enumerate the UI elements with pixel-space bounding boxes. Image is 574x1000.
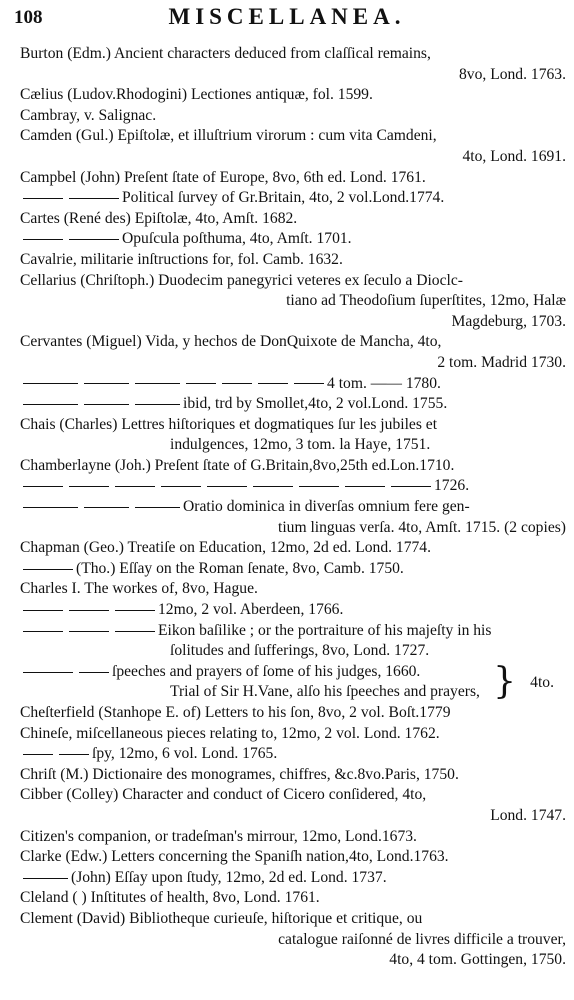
entry-text: Cleland ( ) Inſtitutes of health, 8vo, Lond. 1761.: [20, 889, 320, 907]
entry-text: tium linguas verſa. 4to, Amſt. 1715. (2 copies): [277, 518, 566, 536]
entry-text: Lond. 1747.: [490, 806, 566, 824]
entry-text: catalogue raiſonné de livres difficile a trouver,: [278, 930, 566, 948]
ditto-dash: [258, 383, 288, 384]
entry-text: ibid, trd by Smollet,4to, 2 vol.Lond. 1755.: [183, 395, 448, 413]
ditto-dash: [345, 486, 385, 487]
entry-text: Trial of Sir H.Vane, alſo his ſpeeches and prayers,: [170, 683, 480, 701]
catalogue-line: [20, 909, 568, 930]
catalogue-line: [20, 456, 568, 477]
ditto-dash: [135, 404, 180, 405]
entry-text: Chamberlayne (Joh.) Preſent ſtate of G.Britain,8vo,25th ed.Lon.1710.: [20, 456, 455, 474]
entry-text: 2 tom. Madrid 1730.: [437, 353, 566, 371]
catalogue-line: [20, 600, 568, 621]
catalogue-line: [20, 126, 568, 147]
catalogue-line: [20, 868, 568, 889]
ditto-dash: [69, 198, 119, 199]
ditto-dash: [84, 507, 129, 508]
ditto-dash: [115, 610, 155, 611]
entry-text: ſpy, 12mo, 6 vol. Lond. 1765.: [92, 745, 278, 763]
catalogue-line: [20, 724, 568, 745]
entry-text: Chineſe, miſcellaneous pieces relating to, 12mo, 2 vol. Lond. 1762.: [20, 724, 440, 742]
catalogue-entries: [20, 44, 568, 971]
entry-text: Political ſurvey of Gr.Britain, 4to, 2 vol.Lond.1774.: [122, 189, 445, 207]
ditto-dash: [207, 486, 247, 487]
catalogue-line: [20, 291, 568, 312]
ditto-dash: [23, 631, 63, 632]
ditto-dash: [23, 878, 68, 879]
catalogue-line: [20, 703, 568, 724]
ditto-dash: [222, 383, 252, 384]
catalogue-line: [20, 559, 568, 580]
entry-text: Cibber (Colley) Character and conduct of Cicero conſidered, 4to,: [20, 786, 427, 804]
entry-text: Magdeburg, 1703.: [451, 312, 566, 330]
entry-text: Eikon baſilike ; or the portraiture of his majeſty in his: [158, 621, 492, 639]
ditto-dash: [115, 486, 155, 487]
entry-text: 4to, Lond. 1691.: [462, 147, 566, 165]
page-header: [0, 0, 574, 40]
entry-text: ſpeeches and prayers of ſome of his judges, 1660.: [112, 662, 421, 680]
ditto-dash: [23, 754, 53, 755]
catalogue-line: [20, 188, 568, 209]
catalogue-line: [20, 271, 568, 292]
entry-text: Clement (David) Bibliotheque curieuſe, hiſtorique et critique, ou: [20, 909, 423, 927]
ditto-dash: [59, 754, 89, 755]
catalogue-line: [20, 765, 568, 786]
ditto-dash: [135, 507, 180, 508]
catalogue-line: [20, 682, 568, 703]
entry-text: Opuſcula poſthuma, 4to, Amſt. 1701.: [122, 230, 352, 248]
ditto-dash: [69, 239, 119, 240]
catalogue-line: [20, 147, 568, 168]
catalogue-line: [20, 518, 568, 539]
catalogue-line: [20, 106, 568, 127]
entry-text: Cellarius (Chriſtoph.) Duodecim panegyrici veteres ex ſeculo a Dioclc-: [20, 271, 463, 289]
catalogue-line: [20, 538, 568, 559]
entry-text: Cambray, v. Salignac.: [20, 106, 157, 124]
catalogue-line: [20, 476, 568, 497]
entry-text: (John) Eſſay upon ſtudy, 12mo, 2d ed. Lond. 1737.: [71, 868, 387, 886]
entry-text: Cartes (René des) Epiſtolæ, 4to, Amſt. 1682.: [20, 209, 298, 227]
catalogue-line: [20, 641, 568, 662]
catalogue-line: [20, 44, 568, 65]
ditto-dash: [23, 507, 78, 508]
entry-text: tiano ad Theodoſium ſuperſtites, 12mo, Halæ: [286, 292, 566, 310]
entry-text: Cavalrie, militarie inſtructions for, fol. Camb. 1632.: [20, 250, 343, 268]
ditto-dash: [294, 383, 324, 384]
entry-text: Chais (Charles) Lettres hiſtoriques et dogmatiques ſur les jubiles et: [20, 415, 438, 433]
ditto-dash: [23, 198, 63, 199]
catalogue-line: [20, 65, 568, 86]
entry-text: 4to, 4 tom. Gottingen, 1750.: [389, 951, 566, 969]
entry-text: Cheſterfield (Stanhope E. of) Letters to his ſon, 8vo, 2 vol. Boſt.1779: [20, 704, 451, 721]
entry-text: Charles I. The workes of, 8vo, Hague.: [20, 580, 258, 598]
ditto-dash: [23, 486, 63, 487]
catalogue-line: [20, 497, 568, 518]
entry-text: Clarke (Edw.) Letters concerning the Spaniſh nation,4to, Lond.1763.: [20, 848, 449, 866]
catalogue-line: [20, 579, 568, 600]
catalogue-line: [20, 250, 568, 271]
entry-text: Oratio dominica in diverſas omnium fere gen-: [183, 498, 470, 516]
catalogue-line: [20, 744, 568, 765]
catalogue-line: [20, 785, 568, 806]
running-title: MISCELLANEA.: [168, 4, 406, 29]
ditto-dash: [84, 383, 129, 384]
entry-text: indulgences, 12mo, 3 tom. la Haye, 1751.: [170, 436, 431, 454]
entry-text: 8vo, Lond. 1763.: [459, 65, 566, 83]
catalogue-line: [20, 209, 568, 230]
ditto-dash: [23, 404, 78, 405]
ditto-dash: [23, 239, 63, 240]
ditto-dash: [69, 631, 109, 632]
ditto-dash: [391, 486, 431, 487]
catalogue-line: [20, 374, 568, 395]
curly-brace: }: [493, 660, 516, 702]
catalogue-line: [20, 415, 568, 436]
brace-format-label: 4to.: [530, 673, 554, 691]
entry-text: Cælius (Ludov.Rhodogini) Lectiones antiquæ, fol. 1599.: [20, 86, 373, 104]
catalogue-line: [20, 888, 568, 909]
entry-text: Cervantes (Miguel) Vida, y hechos de DonQuixote de Mancha, 4to,: [20, 333, 442, 351]
catalogue-line: [20, 847, 568, 868]
catalogue-line: [20, 827, 568, 848]
catalogue-line: [20, 394, 568, 415]
ditto-dash: [69, 610, 109, 611]
catalogue-line: [20, 950, 568, 971]
ditto-dash: [23, 610, 63, 611]
ditto-dash: [79, 672, 109, 673]
ditto-dash: [69, 486, 109, 487]
ditto-dash: [23, 383, 78, 384]
entry-text: Burton (Edm.) Ancient characters deduced from claſſical remains,: [20, 45, 431, 62]
entry-text: (Tho.) Eſſay on the Roman ſenate, 8vo, Camb. 1750.: [76, 559, 404, 577]
entry-text: Chriſt (M.) Dictionaire des monogrames, chiffres, &c.8vo.Paris, 1750.: [20, 765, 459, 783]
catalogue-line: [20, 85, 568, 106]
catalogue-line: [20, 229, 568, 250]
braced-entry-group: [20, 662, 568, 703]
ditto-dash: [23, 672, 73, 673]
entry-text: Campbel (John) Preſent ſtate of Europe, 8vo, 6th ed. Lond. 1761.: [20, 168, 426, 186]
ditto-dash: [161, 486, 201, 487]
catalogue-line: [20, 662, 568, 683]
entry-text: Chapman (Geo.) Treatiſe on Education, 12mo, 2d ed. Lond. 1774.: [20, 539, 432, 557]
catalogue-line: [20, 930, 568, 951]
catalogue-line: [20, 435, 568, 456]
ditto-dash: [253, 486, 293, 487]
entry-text: 1726.: [434, 477, 470, 495]
ditto-dash: [186, 383, 216, 384]
catalogue-line: [20, 806, 568, 827]
ditto-dash: [115, 631, 155, 632]
catalogue-line: [20, 621, 568, 642]
entry-text: ſolitudes and ſufferings, 8vo, Lond. 1727.: [170, 642, 430, 660]
catalogue-line: [20, 312, 568, 333]
ditto-dash: [23, 569, 73, 570]
entry-text: 12mo, 2 vol. Aberdeen, 1766.: [158, 601, 344, 619]
ditto-dash: [84, 404, 129, 405]
catalogue-line: [20, 168, 568, 189]
entry-text: Camden (Gul.) Epiſtolæ, et illuſtrium virorum : cum vita Camdeni,: [20, 127, 437, 145]
ditto-dash: [299, 486, 339, 487]
entry-text: Citizen's companion, or tradeſman's mirrour, 12mo, Lond.1673.: [20, 827, 417, 845]
ditto-dash: [135, 383, 180, 384]
entry-text: 4 tom. —— 1780.: [327, 374, 441, 392]
page-number: 108: [14, 7, 43, 28]
catalogue-line: [20, 332, 568, 353]
catalogue-line: [20, 353, 568, 374]
